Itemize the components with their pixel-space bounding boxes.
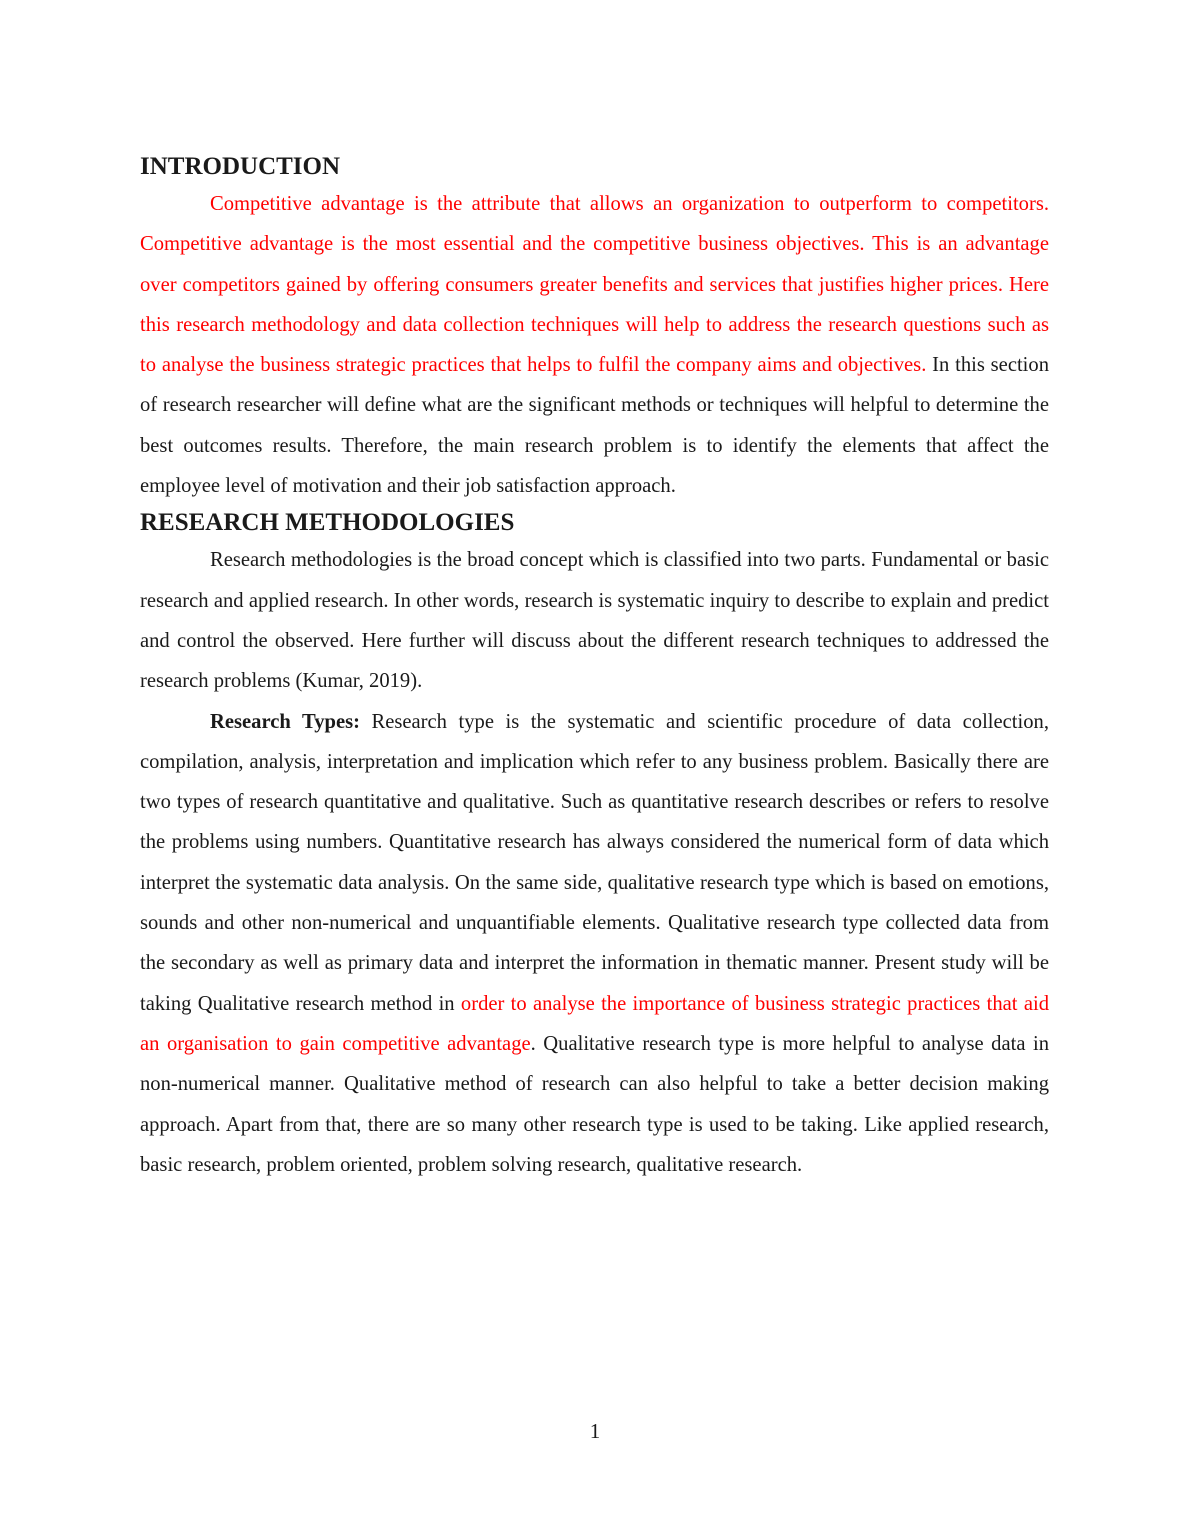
research-types-highlighted-text: order to analyse the importance of business strategic practices that aid an organisation to gain competitive advantage [140,992,1049,1055]
introduction-body-text: In this section of research researcher will define what are the significant methods or techniques will helpful to determine the best outcomes results. Therefore, the main research problem is to identify the elements that affect the employee level of motivation and their job satisfaction approach. [140,354,1049,498]
research-types-label: Research Types: [210,710,360,733]
methodologies-paragraph: Research methodologies is the broad concept which is classified into two parts. Fundamental or basic research and applied research. In other words, research is systematic inquiry to describe to explain and predict and control the observed. Here further will discuss about the different research techniques to addressed the research problems (Kumar, 2019). [140,549,1049,693]
page-number: 1 [589,1419,601,1443]
introduction-paragraph [140,184,1049,506]
research-methodologies-heading: RESEARCH METHODOLOGIES [140,509,515,537]
research-types-text: Research type is the systematic and scientific procedure of data collection, compilation, analysis, interpretation and implication which refer to any business problem. Basically there are two types of research quantitative and qualitative. Such as quantitative research describes or refers to resolve the problems using numbers. Quantitative research has always considered the numerical form of data which interpret the systematic data analysis. On the same side, qualitative research type which is based on emotions, sounds and other non-numerical and unquantifiable elements. Qualitative research type collected data from the secondary as well as primary data and interpret the information in thematic manner. Present study will be taking Qualitative research method in [140,710,1049,1015]
document-page [140,150,1049,1185]
introduction-highlighted-text: Competitive advantage is the attribute that allows an organization to outperform to competitors. Competitive advantage is the most essential and the competitive business objectives. This is an advantage over competitors gained by offering consumers greater benefits and services that justifies higher prices. Here this research methodology and data collection techniques will help to address the research questions such as to analyse the business strategic practices that helps to fulfil the company aims and objectives. [140,193,1049,377]
research-types-text-end: . Qualitative research type is more helpful to analyse data in non-numerical manner. Qualitative method of research can also helpful to take a better decision making approach. Apart from that, there are so many other research type is used to be taking. Like applied research, basic research, problem oriented, problem solving research, qualitative research. [140,1032,1049,1176]
research-types-paragraph [140,702,1049,1186]
introduction-heading: INTRODUCTION [140,153,341,180]
